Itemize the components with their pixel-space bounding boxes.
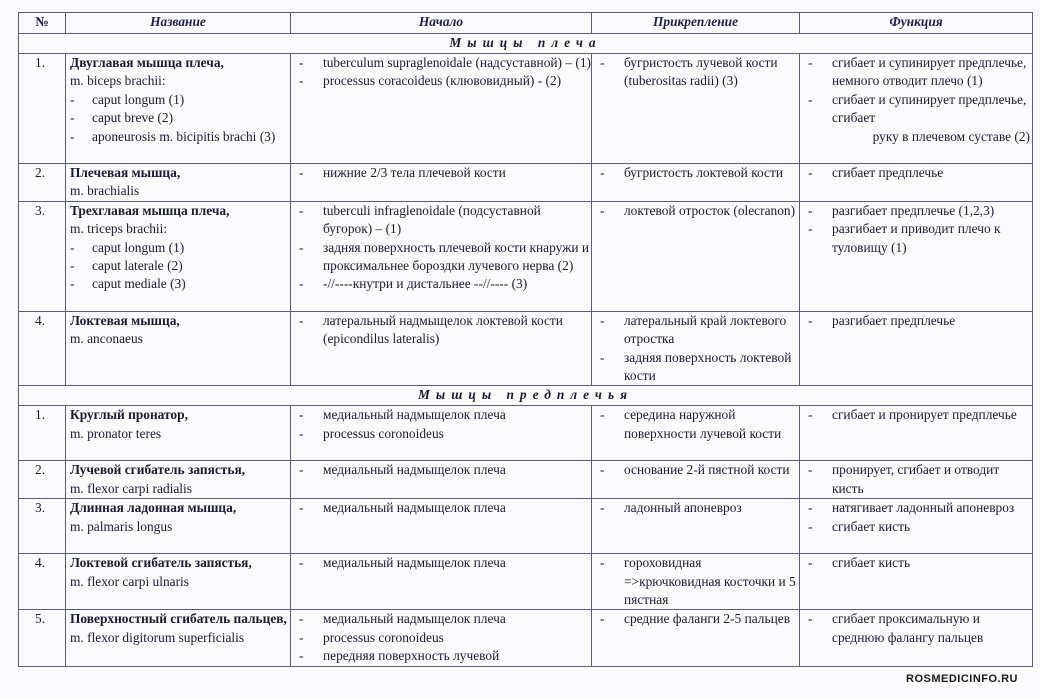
muscle-latin: m. flexor carpi radialis: [70, 480, 192, 496]
insertion-item-text: бугристость локтевой кости: [624, 165, 784, 180]
dash-marker: -: [299, 55, 304, 70]
row-number: 2.: [19, 164, 66, 202]
function-cell: [800, 610, 1033, 666]
watermark: ROSMEDICINFO.RU: [906, 673, 1018, 685]
table-row: [19, 201, 1033, 311]
dash-marker: -: [600, 611, 605, 627]
insertion-cell: [592, 499, 800, 554]
insertion-item-text: локтевой отросток (olecranon): [624, 202, 796, 218]
dash-marker: -: [70, 239, 75, 255]
muscle-latin: m. flexor digitorum superficialis: [70, 629, 245, 645]
function-item: [804, 312, 1032, 330]
insertion-item: [596, 54, 799, 91]
dash-marker: -: [70, 91, 75, 107]
muscle-latin: m. palmaris longus: [70, 518, 173, 534]
origin-item: [295, 239, 591, 276]
muscle-part-text: caput breve (2): [92, 110, 174, 126]
table-row: [19, 461, 1033, 499]
row-number: 1.: [19, 54, 66, 164]
insertion-item-text: ладонный апоневроз: [624, 500, 742, 516]
function-cell: [800, 461, 1033, 499]
muscle-part-text: caput longum (1): [92, 91, 185, 107]
function-cell: [800, 554, 1033, 610]
origin-item-text: медиальный надмыщелок плеча: [323, 611, 506, 627]
dash-marker: -: [808, 518, 813, 534]
table-row: [19, 311, 1033, 386]
origin-cell: [291, 499, 592, 554]
dash-marker: -: [70, 258, 75, 274]
origin-item: [295, 54, 591, 72]
origin-cell: [291, 201, 592, 311]
section-row: [19, 386, 1033, 406]
function-cell: [800, 201, 1033, 311]
origin-item-text: передняя поверхность лучевой: [323, 648, 500, 664]
dash-marker: -: [299, 629, 304, 645]
origin-cell: [291, 164, 592, 202]
name-cell: [66, 610, 291, 666]
muscle-part-text: caput laterale (2): [92, 258, 183, 274]
muscle-name: Круглый пронатор,: [70, 407, 188, 423]
dash-marker: -: [808, 202, 813, 218]
dash-marker: -: [299, 239, 304, 255]
muscle-latin: m. pronator teres: [70, 425, 162, 441]
dash-marker: -: [299, 555, 304, 571]
insertion-item-text: середина наружной поверхности лучевой кости: [624, 407, 782, 441]
origin-item-text: задняя поверхность плечевой кости кнаружи и проксимальнее бороздки лучевого нерва (2): [323, 239, 590, 274]
origin-item: [295, 554, 591, 572]
origin-item-text: tuberculum supraglenoidale (надсуставной) – (1): [323, 55, 592, 70]
dash-marker: -: [808, 312, 813, 328]
name-cell: [66, 201, 291, 311]
function-item: [804, 202, 1032, 220]
insertion-item: [596, 164, 799, 182]
dash-marker: -: [808, 555, 813, 571]
muscle-part: [70, 91, 290, 109]
dash-marker: -: [600, 407, 605, 423]
origin-item-text: tuberculi infraglenoidale (подсуставной бугорок) – (1): [323, 202, 541, 237]
dash-marker: -: [600, 165, 605, 180]
insertion-item: [596, 349, 799, 386]
function-item-text: разгибает предплечье: [832, 312, 956, 328]
origin-item-text: латеральный надмыщелок локтевой кости (epicondilus lateralis): [323, 312, 563, 347]
section-title: Мышцы предплечья: [19, 386, 1033, 406]
function-cell: [800, 406, 1033, 461]
function-item-text: разгибает и приводит плечо к туловищу (1): [832, 221, 1001, 255]
row-number: 3.: [19, 201, 66, 311]
dash-marker: -: [299, 407, 304, 423]
muscle-name: Поверхностный сгибатель пальцев,: [70, 611, 287, 627]
origin-item: [295, 406, 591, 424]
origin-item-text: processus coronoideus: [323, 425, 444, 441]
insertion-cell: [592, 554, 800, 610]
function-item-text: пронирует, сгибает и отводит кисть: [832, 462, 1000, 496]
dash-marker: -: [600, 349, 605, 365]
function-item-text: сгибает кисть: [832, 555, 911, 571]
origin-item: [295, 610, 591, 628]
insertion-cell: [592, 406, 800, 461]
dash-marker: -: [70, 128, 75, 144]
muscle-part-text: caput longum (1): [92, 239, 185, 255]
table-row: [19, 406, 1033, 461]
origin-item: [295, 202, 591, 239]
muscle-name: Двуглавая мышца плеча,: [70, 55, 224, 70]
insertion-cell: [592, 311, 800, 386]
function-cell: [800, 499, 1033, 554]
muscle-part-text: caput mediale (3): [92, 276, 186, 292]
origin-item-text: медиальный надмыщелок плеча: [323, 555, 506, 571]
insertion-item-text: гороховидная =>крючковидная косточки и 5 пястная: [624, 555, 796, 608]
function-item: [804, 164, 1032, 182]
table-row: [19, 554, 1033, 610]
origin-item: [295, 647, 591, 665]
dash-marker: -: [600, 555, 605, 571]
origin-cell: [291, 554, 592, 610]
row-number: 2.: [19, 461, 66, 499]
insertion-item-text: средние фаланги 2-5 пальцев: [624, 611, 791, 627]
function-item-text: сгибает проксимальную и среднюю фалангу пальцев: [832, 611, 984, 645]
row-number: 3.: [19, 499, 66, 554]
muscle-name: Локтевой сгибатель запястья,: [70, 555, 252, 571]
muscle-name: Локтевая мышца,: [70, 312, 180, 328]
dash-marker: -: [600, 55, 605, 70]
muscle-name: Плечевая мышца,: [70, 165, 181, 180]
dash-marker: -: [299, 202, 304, 218]
function-cell: [800, 164, 1033, 202]
insertion-item-text: основание 2-й пястной кости: [624, 462, 790, 478]
header-row: [19, 13, 1033, 34]
dash-marker: -: [299, 611, 304, 627]
muscle-table: [18, 12, 1033, 667]
origin-cell: [291, 610, 592, 666]
dash-marker: -: [299, 462, 304, 478]
muscle-latin: m. biceps brachii:: [70, 73, 166, 89]
insertion-item: [596, 610, 799, 628]
function-item: [804, 406, 1032, 424]
insertion-cell: [592, 610, 800, 666]
function-item: [804, 610, 1032, 647]
insertion-item: [596, 202, 799, 220]
function-item-text: натягивает ладонный апоневроз: [832, 500, 1015, 516]
dash-marker: -: [808, 500, 813, 516]
muscle-part: [70, 128, 290, 146]
muscle-latin: m. anconaeus: [70, 331, 143, 347]
function-cell: [800, 54, 1033, 164]
insertion-item-text: задняя поверхность локтевой кости: [624, 349, 792, 384]
header-insertion: Прикрепление: [592, 13, 800, 34]
insertion-item: [596, 406, 799, 443]
function-item: [804, 518, 1032, 536]
muscle-latin: m. triceps brachii:: [70, 221, 168, 237]
origin-item-text: processus coronoideus: [323, 629, 444, 645]
name-cell: [66, 461, 291, 499]
muscle-part: [70, 257, 290, 275]
function-item-text: сгибает и супинирует предплечье, сгибает: [832, 91, 1027, 126]
table-row: [19, 499, 1033, 554]
origin-item: [295, 275, 591, 293]
muscle-latin: m. flexor carpi ulnaris: [70, 573, 189, 589]
origin-item: [295, 629, 591, 647]
name-cell: [66, 554, 291, 610]
muscle-latin: m. brachialis: [70, 183, 140, 199]
function-item-text: сгибает кисть: [832, 518, 911, 534]
dash-marker: -: [299, 648, 304, 664]
dash-marker: -: [299, 276, 304, 292]
dash-marker: -: [600, 202, 605, 218]
insertion-item: [596, 461, 799, 479]
function-tail: руку в плечевом суставе (2): [872, 128, 1030, 144]
origin-item: [295, 312, 591, 349]
insertion-item: [596, 499, 799, 517]
row-number: 4.: [19, 554, 66, 610]
insertion-item: [596, 554, 799, 609]
insertion-cell: [592, 201, 800, 311]
muscle-name: Лучевой сгибатель запястья,: [70, 462, 246, 478]
name-cell: [66, 499, 291, 554]
dash-marker: -: [808, 221, 813, 237]
origin-cell: [291, 461, 592, 499]
section-row: [19, 34, 1033, 54]
dash-marker: -: [808, 165, 813, 180]
function-item: [804, 554, 1032, 572]
dash-marker: -: [808, 55, 813, 70]
function-item-text: сгибает и супинирует предплечье, немного отводит плечо (1): [832, 55, 1027, 89]
muscle-part: [70, 275, 290, 293]
function-item: [804, 461, 1032, 498]
name-cell: [66, 164, 291, 202]
origin-item-text: processus coracoideus (клювовидный) - (2): [323, 73, 562, 89]
name-cell: [66, 54, 291, 164]
name-cell: [66, 311, 291, 386]
header-num: №: [19, 13, 66, 34]
header-origin: Начало: [291, 13, 592, 34]
muscle-name: Длинная ладонная мышца,: [70, 500, 237, 516]
function-item-text: разгибает предплечье (1,2,3): [832, 202, 995, 218]
dash-marker: -: [299, 165, 304, 180]
table-row: [19, 610, 1033, 666]
insertion-item-text: бугристость лучевой кости (tuberositas radii) (3): [624, 55, 778, 89]
origin-item-text: медиальный надмыщелок плеча: [323, 500, 506, 516]
origin-item: [295, 461, 591, 479]
row-number: 4.: [19, 311, 66, 386]
dash-marker: -: [299, 73, 304, 89]
dash-marker: -: [600, 500, 605, 516]
dash-marker: -: [808, 91, 813, 107]
dash-marker: -: [70, 110, 75, 126]
origin-item: [295, 72, 591, 90]
origin-item-text: медиальный надмыщелок плеча: [323, 462, 506, 478]
muscle-part: [70, 109, 290, 127]
dash-marker: -: [70, 276, 75, 292]
row-number: 5.: [19, 610, 66, 666]
row-number: 1.: [19, 406, 66, 461]
origin-item: [295, 164, 591, 182]
origin-cell: [291, 54, 592, 164]
dash-marker: -: [600, 462, 605, 478]
header-function: Функция: [800, 13, 1033, 34]
origin-cell: [291, 406, 592, 461]
origin-item: [295, 499, 591, 517]
origin-item: [295, 425, 591, 443]
dash-marker: -: [299, 312, 304, 328]
function-item: [804, 91, 1032, 128]
dash-marker: -: [600, 312, 605, 328]
insertion-item-text: латеральный край локтевого отростка: [624, 312, 787, 347]
origin-item-text: нижние 2/3 тела плечевой кости: [323, 165, 506, 180]
function-item: [804, 499, 1032, 517]
function-item: [804, 220, 1032, 257]
origin-item-text: -//----кнутри и дистальнее --//---- (3): [323, 276, 528, 292]
section-title: Мышцы плеча: [19, 34, 1033, 54]
muscle-part-text: aponeurosis m. bicipitis brachi (3): [92, 128, 276, 144]
muscle-part: [70, 239, 290, 257]
header-name: Название: [66, 13, 291, 34]
function-item-text: сгибает и пронирует предплечье: [832, 407, 1017, 423]
dash-marker: -: [808, 462, 813, 478]
function-cell: [800, 311, 1033, 386]
insertion-cell: [592, 461, 800, 499]
origin-item-text: медиальный надмыщелок плеча: [323, 407, 506, 423]
table-row: [19, 54, 1033, 164]
function-item: [804, 54, 1032, 91]
dash-marker: -: [808, 611, 813, 627]
name-cell: [66, 406, 291, 461]
dash-marker: -: [299, 500, 304, 516]
dash-marker: -: [299, 425, 304, 441]
table-row: [19, 164, 1033, 202]
insertion-item: [596, 312, 799, 349]
function-item-text: сгибает предплечье: [832, 165, 944, 180]
insertion-cell: [592, 54, 800, 164]
origin-cell: [291, 311, 592, 386]
muscle-name: Трехглавая мышца плеча,: [70, 202, 230, 218]
dash-marker: -: [808, 407, 813, 423]
insertion-cell: [592, 164, 800, 202]
